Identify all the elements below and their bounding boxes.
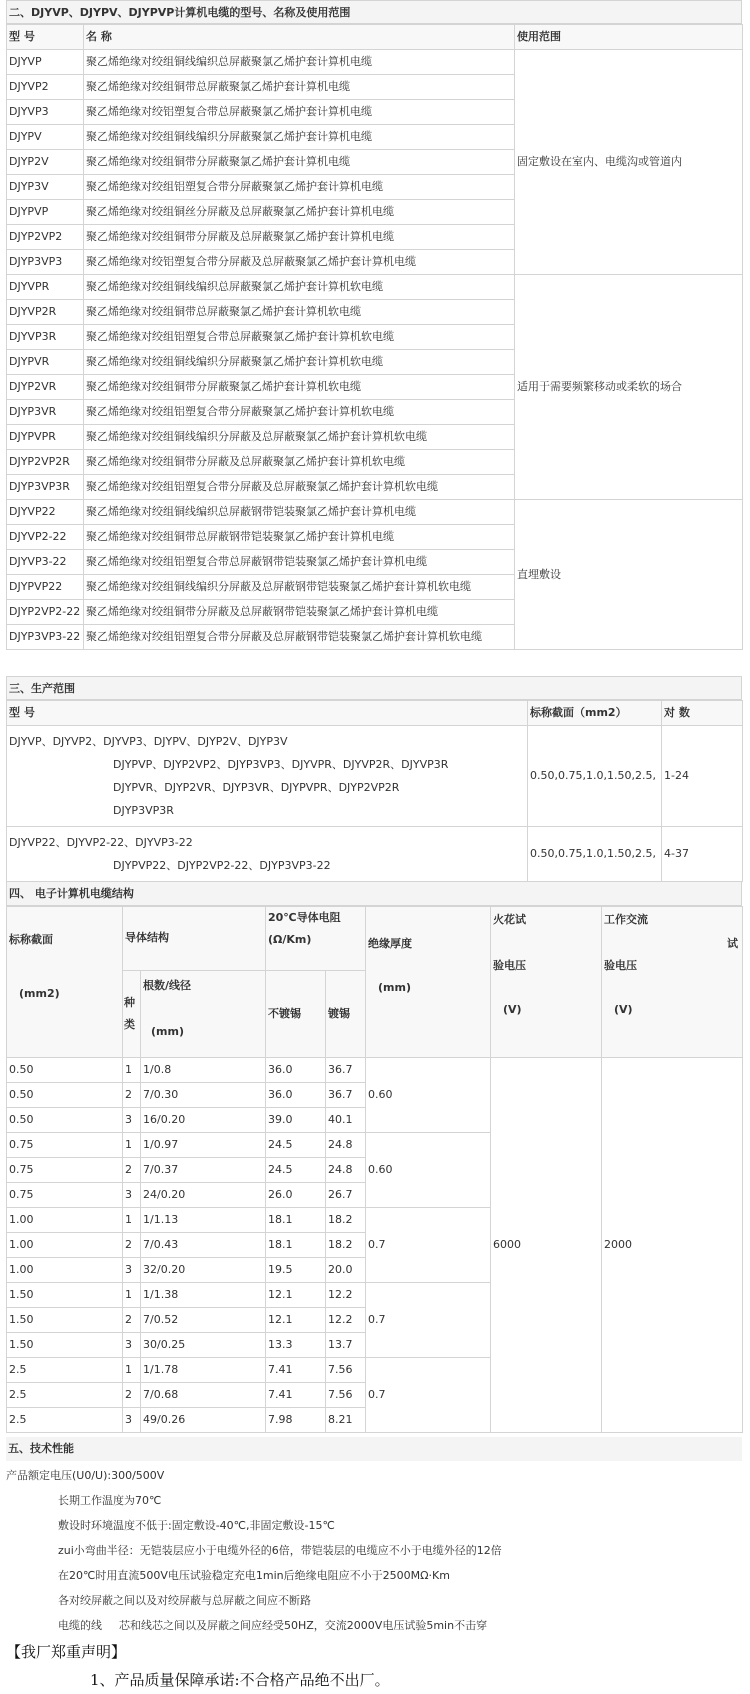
name-cell: 聚乙烯绝缘对绞组铝塑复合带分屏蔽及总屏蔽聚氯乙烯护套计算机软电缆 [84,475,515,500]
name-cell: 聚乙烯绝缘对绞组铝塑复合带分屏蔽聚氯乙烯护套计算机软电缆 [84,400,515,425]
section-cell: 2.5 [7,1408,123,1433]
section-cell: 1.50 [7,1333,123,1358]
section3-title: 三、生产范围 [6,676,742,700]
usage-cell: 适用于需要频繁移动或柔软的场合 [515,275,743,500]
declaration-line: 1、产品质量保障承诺:不合格产品绝不出厂。 [90,1671,390,1689]
models-cell [7,827,528,882]
kind-cell: 3 [123,1408,141,1433]
model-cell: DJYP2VP2R [7,450,84,475]
model-cell: DJYVP [7,50,84,75]
name-cell: 聚乙烯绝缘对绞组铜带分屏蔽聚氯乙烯护套计算机电缆 [84,150,515,175]
header-ac-label2: 试 [727,937,739,950]
kind-cell: 1 [123,1283,141,1308]
untinned-cell: 7.98 [266,1408,326,1433]
name-cell: 聚乙烯绝缘对绞铝塑复合带总屏蔽聚氯乙烯护套计算机电缆 [84,100,515,125]
tinned-cell: 18.2 [326,1233,366,1258]
table-row [7,50,743,75]
perf-line-last-a: 电缆的线 [58,1619,102,1632]
pairs-cell: 1-24 [662,726,743,827]
name-cell: 聚乙烯绝缘对绞铝塑复合带分屏蔽及总屏蔽聚氯乙烯护套计算机电缆 [84,250,515,275]
section5-title: 五、技术性能 [6,1437,742,1461]
spark-voltage-cell: 6000 [491,1058,602,1433]
kind-cell: 2 [123,1308,141,1333]
section-cell: 2.5 [7,1358,123,1383]
section-cell: 1.00 [7,1258,123,1283]
section-header: 标称截面（mm2） [528,701,662,726]
ac-voltage-cell: 2000 [602,1058,743,1433]
kind-cell: 3 [123,1108,141,1133]
name-cell: 聚乙烯绝缘对绞组铜线编织分屏蔽聚氯乙烯护套计算机软电缆 [84,350,515,375]
tinned-cell: 8.21 [326,1408,366,1433]
perf-line-last-b: 芯和线芯之间以及屏蔽之间应经受50HZ，交流2000V电压试验5min不击穿 [119,1619,488,1632]
header-section [7,907,123,1058]
header-kind-label: 种 [124,995,135,1009]
model-name-usage-table [6,24,743,650]
insulation-cell: 0.60 [366,1058,491,1133]
kind-cell: 3 [123,1333,141,1358]
insulation-cell: 0.60 [366,1133,491,1208]
models-cell [7,726,528,827]
header-strand-label: 根数/线径 [143,978,192,992]
declaration-title: 【我厂郑重声明】 [6,1643,127,1661]
usage-header: 使用范围 [515,25,743,50]
tinned-cell: 26.7 [326,1183,366,1208]
tinned-cell: 7.56 [326,1358,366,1383]
section-cell: 1.00 [7,1233,123,1258]
perf-line-last [6,1613,742,1638]
section-cell: 0.50,0.75,1.0,1.50,2.5, [528,827,662,882]
perf-line: zui小弯曲半径：无铠装层应小于电缆外径的6倍，带铠装层的电缆应不小于电缆外径的12倍 [58,1544,502,1557]
cable-structure-table [6,906,743,1433]
usage-cell: 直埋敷设 [515,500,743,650]
tinned-cell: 18.2 [326,1208,366,1233]
insulation-cell: 0.7 [366,1358,491,1433]
kind-cell: 1 [123,1133,141,1158]
header-conductor: 导体结构 [123,907,266,971]
tinned-cell: 36.7 [326,1058,366,1083]
model-cell: DJYVP22 [7,500,84,525]
strand-cell: 7/0.37 [141,1158,266,1183]
untinned-cell: 12.1 [266,1308,326,1333]
model-cell: DJYP3VP3-22 [7,625,84,650]
header-insulation-unit: (mm) [378,981,411,994]
header-spark-label: 火花试 [493,913,527,926]
strand-cell: 7/0.52 [141,1308,266,1333]
untinned-cell: 18.1 [266,1208,326,1233]
header-ac-label: 工作交流 [604,913,649,926]
model-cell: DJYPVPR [7,425,84,450]
perf-line: 各对绞屏蔽之间以及对绞屏蔽与总屏蔽之间应不断路 [58,1594,311,1607]
section2-title: 二、DJYVP、DJYPV、DJYPVP计算机电缆的型号、名称及使用范围 [6,0,742,24]
name-cell: 聚乙烯绝缘对绞组铝塑复合带分屏蔽及总屏蔽钢带铠装聚氯乙烯护套计算机软电缆 [84,625,515,650]
perf-line: 产品额定电压(U0/U):300/500V [6,1469,165,1482]
strand-cell: 1/1.13 [141,1208,266,1233]
kind-cell: 2 [123,1083,141,1108]
name-cell: 聚乙烯绝缘对绞组铜带总屏蔽聚氯乙烯护套计算机电缆 [84,75,515,100]
section-cell: 0.75 [7,1158,123,1183]
model-header: 型 号 [7,25,84,50]
tinned-cell: 36.7 [326,1083,366,1108]
header-resistance-unit: (Ω/Km) [268,933,312,946]
usage-cell: 固定敷设在室内、电缆沟或管道内 [515,50,743,275]
name-cell: 聚乙烯绝缘对绞组铜线编织分屏蔽聚氯乙烯护套计算机电缆 [84,125,515,150]
table-row [7,1058,743,1083]
strand-cell: 1/1.78 [141,1358,266,1383]
kind-cell: 3 [123,1258,141,1283]
model-cell: DJYP3VR [7,400,84,425]
header-ac-unit: (V) [614,1003,633,1016]
model-cell: DJYVP3 [7,100,84,125]
model-header: 型 号 [7,701,528,726]
untinned-cell: 24.5 [266,1133,326,1158]
name-cell: 聚乙烯绝缘对绞组铝塑复合带分屏蔽聚氯乙烯护套计算机电缆 [84,175,515,200]
insulation-cell: 0.7 [366,1208,491,1283]
header-section-unit: (mm2) [19,987,60,1000]
name-cell: 聚乙烯绝缘对绞组铜带分屏蔽及总屏蔽钢带铠装聚氯乙烯护套计算机电缆 [84,600,515,625]
tinned-cell: 7.56 [326,1383,366,1408]
tinned-cell: 40.1 [326,1108,366,1133]
kind-cell: 2 [123,1233,141,1258]
section4-title: 四、 电子计算机电缆结构 [6,882,742,906]
strand-cell: 24/0.20 [141,1183,266,1208]
strand-cell: 7/0.43 [141,1233,266,1258]
table-row [7,275,743,300]
name-cell: 聚乙烯绝缘对绞组铜带总屏蔽聚氯乙烯护套计算机软电缆 [84,300,515,325]
section-cell: 0.75 [7,1133,123,1158]
header-section-label: 标称截面 [9,933,53,946]
name-cell: 聚乙烯绝缘对绞组铜线编织分屏蔽及总屏蔽聚氯乙烯护套计算机软电缆 [84,425,515,450]
kind-cell: 3 [123,1183,141,1208]
table-row [7,726,743,827]
models-line: DJYVP、DJYVP2、DJYVP3、DJYPV、DJYP2V、DJYP3V [9,735,288,748]
tinned-cell: 12.2 [326,1308,366,1333]
name-cell: 聚乙烯绝缘对绞组铜带分屏蔽及总屏蔽聚氯乙烯护套计算机电缆 [84,225,515,250]
table-row [7,827,743,882]
model-cell: DJYP2V [7,150,84,175]
kind-cell: 2 [123,1158,141,1183]
strand-cell: 1/0.97 [141,1133,266,1158]
header-tinned: 镀锡 [326,970,366,1057]
name-cell: 聚乙烯绝缘对绞组铜带分屏蔽及总屏蔽聚氯乙烯护套计算机软电缆 [84,450,515,475]
model-cell: DJYPV [7,125,84,150]
header-insulation-label: 绝缘厚度 [368,937,413,950]
untinned-cell: 12.1 [266,1283,326,1308]
kind-cell: 1 [123,1058,141,1083]
model-cell: DJYVP3R [7,325,84,350]
header-kind-label2: 类 [124,1017,135,1031]
section-cell: 0.50 [7,1083,123,1108]
strand-cell: 16/0.20 [141,1108,266,1133]
section-cell: 0.50 [7,1058,123,1083]
models-line: DJYPVP、DJYP2VP2、DJYP3VP3、DJYVPR、DJYVP2R、DJYVP3R [113,758,449,771]
model-cell: DJYVPR [7,275,84,300]
model-cell: DJYP2VR [7,375,84,400]
kind-cell: 1 [123,1208,141,1233]
name-cell: 聚乙烯绝缘对绞组铜线编织分屏蔽及总屏蔽钢带铠装聚氯乙烯护套计算机软电缆 [84,575,515,600]
name-cell: 聚乙烯绝缘对绞组铝塑复合带总屏蔽聚氯乙烯护套计算机软电缆 [84,325,515,350]
name-cell: 聚乙烯绝缘对绞组铜线编织总屏蔽聚氯乙烯护套计算机软电缆 [84,275,515,300]
header-ac [602,907,743,1058]
model-cell: DJYP3V [7,175,84,200]
section-cell: 1.50 [7,1308,123,1333]
model-cell: DJYP2VP2 [7,225,84,250]
pairs-header: 对 数 [662,701,743,726]
strand-cell: 7/0.68 [141,1383,266,1408]
section-cell: 1.50 [7,1283,123,1308]
untinned-cell: 36.0 [266,1058,326,1083]
header-insulation [366,907,491,1058]
section-cell: 0.50 [7,1108,123,1133]
production-range-table [6,700,743,882]
name-cell: 聚乙烯绝缘对绞组铜线编织总屏蔽钢带铠装聚氯乙烯护套计算机电缆 [84,500,515,525]
models-line: DJYP3VP3R [113,804,174,817]
table-row [7,500,743,525]
untinned-cell: 24.5 [266,1158,326,1183]
section-cell: 0.75 [7,1183,123,1208]
strand-cell: 32/0.20 [141,1258,266,1283]
strand-cell: 49/0.26 [141,1408,266,1433]
kind-cell: 2 [123,1383,141,1408]
section-cell: 1.00 [7,1208,123,1233]
tinned-cell: 12.2 [326,1283,366,1308]
header-untinned: 不镀锡 [266,970,326,1057]
model-cell: DJYPVR [7,350,84,375]
declaration [6,1638,742,1694]
header-spark-label2: 验电压 [493,959,527,972]
name-cell: 聚乙烯绝缘对绞组铜丝分屏蔽及总屏蔽聚氯乙烯护套计算机电缆 [84,200,515,225]
header-resistance [266,907,366,971]
name-cell: 聚乙烯绝缘对绞组铜带分屏蔽聚氯乙烯护套计算机软电缆 [84,375,515,400]
model-cell: DJYVP2-22 [7,525,84,550]
name-header: 名 称 [84,25,515,50]
header-spark-unit: (V) [503,1003,522,1016]
name-cell: 聚乙烯绝缘对绞组铜线编织总屏蔽聚氯乙烯护套计算机电缆 [84,50,515,75]
untinned-cell: 26.0 [266,1183,326,1208]
header-strand [141,970,266,1057]
models-line: DJYPVR、DJYP2VR、DJYP3VR、DJYPVPR、DJYP2VP2R [113,781,400,794]
strand-cell: 1/0.8 [141,1058,266,1083]
strand-cell: 7/0.30 [141,1083,266,1108]
header-strand-unit: (mm) [151,1024,184,1038]
model-cell: DJYVP2R [7,300,84,325]
tinned-cell: 24.8 [326,1133,366,1158]
kind-cell: 1 [123,1358,141,1383]
header-kind [123,970,141,1057]
untinned-cell: 39.0 [266,1108,326,1133]
perf-line: 长期工作温度为70℃ [58,1494,162,1507]
section-cell: 2.5 [7,1383,123,1408]
tinned-cell: 20.0 [326,1258,366,1283]
model-cell: DJYP2VP2-22 [7,600,84,625]
perf-line: 敷设时环境温度不低于:固定敷设-40℃,非固定敷设-15℃ [58,1519,335,1532]
tech-performance [6,1463,742,1638]
strand-cell: 1/1.38 [141,1283,266,1308]
untinned-cell: 19.5 [266,1258,326,1283]
name-cell: 聚乙烯绝缘对绞组铜带总屏蔽钢带铠装聚氯乙烯护套计算机电缆 [84,525,515,550]
strand-cell: 30/0.25 [141,1333,266,1358]
untinned-cell: 36.0 [266,1083,326,1108]
tinned-cell: 24.8 [326,1158,366,1183]
model-cell: DJYPVP [7,200,84,225]
insulation-cell: 0.7 [366,1283,491,1358]
untinned-cell: 18.1 [266,1233,326,1258]
pairs-cell: 4-37 [662,827,743,882]
model-cell: DJYP3VP3 [7,250,84,275]
perf-line: 在20℃时用直流500V电压试验稳定充电1min后绝缘电阻应不小于2500MΩ·Km [58,1569,450,1582]
model-cell: DJYVP3-22 [7,550,84,575]
header-ac-label3: 验电压 [604,959,638,972]
section-cell: 0.50,0.75,1.0,1.50,2.5, [528,726,662,827]
header-resistance-label: 20℃导体电阻 [268,911,341,924]
untinned-cell: 13.3 [266,1333,326,1358]
models-line: DJYVP22、DJYVP2-22、DJYVP3-22 [9,836,193,849]
model-cell: DJYPVP22 [7,575,84,600]
header-spark [491,907,602,1058]
untinned-cell: 7.41 [266,1383,326,1408]
tinned-cell: 13.7 [326,1333,366,1358]
model-cell: DJYP3VP3R [7,475,84,500]
models-line: DJYPVP22、DJYP2VP2-22、DJYP3VP3-22 [113,859,331,872]
untinned-cell: 7.41 [266,1358,326,1383]
model-cell: DJYVP2 [7,75,84,100]
name-cell: 聚乙烯绝缘对绞组铝塑复合带总屏蔽钢带铠装聚氯乙烯护套计算机电缆 [84,550,515,575]
